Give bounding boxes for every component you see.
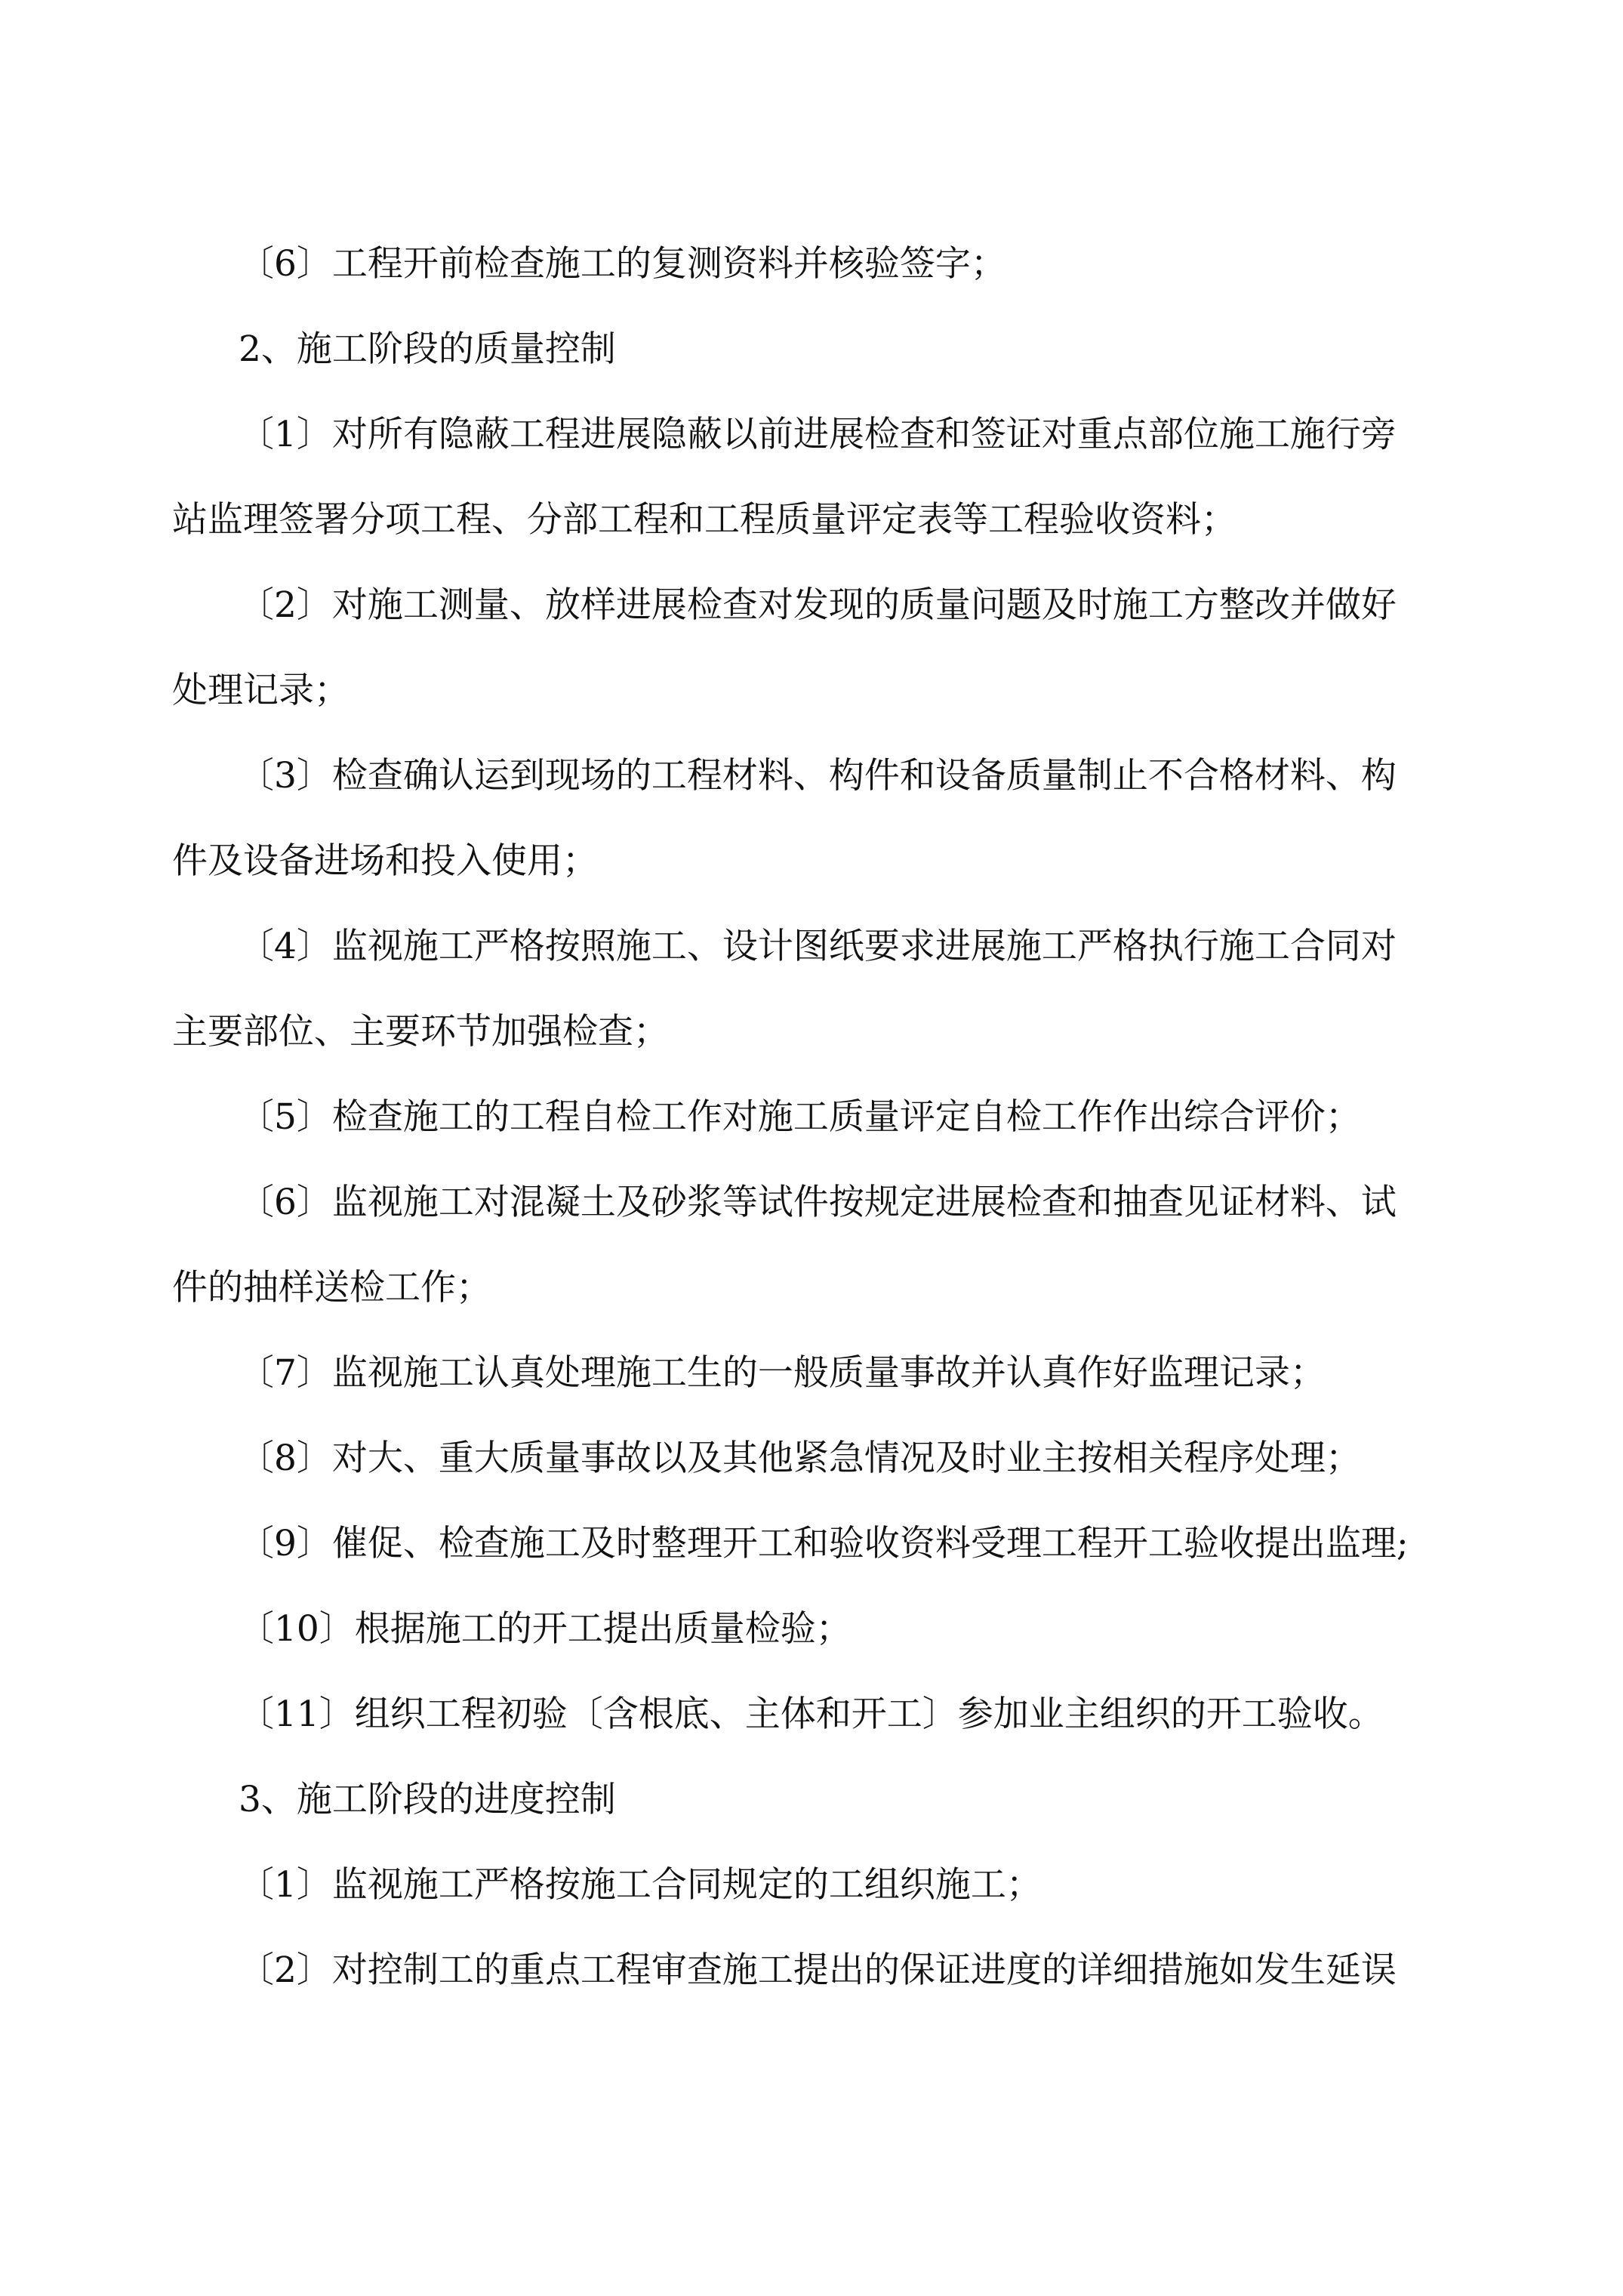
paragraph-line: 〔6〕工程开前检查施工的复测资料并核验签字； (239, 243, 1006, 285)
paragraph-line: 〔1〕监视施工严格按施工合同规定的工组织施工； (239, 1864, 1042, 1906)
paragraph-line: 〔5〕检查施工的工程自检工作对施工质量评定自检工作作出综合评价； (239, 1096, 1361, 1138)
paragraph-line: 〔2〕对施工测量、放样进展检查对发现的质量问题及时施工方整改并做好 (239, 584, 1397, 626)
paragraph-line: 处理记录； (172, 670, 350, 711)
paragraph-line: 〔8〕对大、重大质量事故以及其他紧急情况及时业主按相关程序处理； (239, 1438, 1361, 1479)
section-heading: 2、施工阶段的质量控制 (239, 328, 616, 370)
paragraph-line: 〔1〕对所有隐蔽工程进展隐蔽以前进展检查和签证对重点部位施工施行旁 (239, 414, 1397, 455)
paragraph-line: 件及设备进场和投入使用； (172, 840, 598, 882)
paragraph-line: 〔9〕催促、检查施工及时整理开工和验收资料受理工程开工验收提出监理; (239, 1523, 1409, 1564)
paragraph-line: 〔6〕监视施工对混凝土及砂浆等试件按规定进展检查和抽查见证材料、试 (239, 1182, 1397, 1223)
paragraph-line: 站监理签署分项工程、分部工程和工程质量评定表等工程验收资料； (172, 499, 1236, 541)
paragraph-line: 件的抽样送检工作； (172, 1267, 491, 1308)
paragraph-line: 〔10〕根据施工的开工提出质量检验； (239, 1608, 852, 1650)
paragraph-line: 〔11〕组织工程初验〔含根底、主体和开工〕参加业主组织的开工验收。 (239, 1693, 1384, 1735)
paragraph-line: 主要部位、主要环节加强检查； (172, 1011, 669, 1052)
paragraph-line: 〔2〕对控制工的重点工程审查施工提出的保证进度的详细措施如发生延误 (239, 1949, 1397, 1991)
paragraph-line: 〔7〕监视施工认真处理施工生的一般质量事故并认真作好监理记录； (239, 1352, 1326, 1394)
paragraph-line: 〔3〕检查确认运到现场的工程材料、构件和设备质量制止不合格材料、构 (239, 755, 1397, 797)
section-heading: 3、施工阶段的进度控制 (239, 1779, 616, 1820)
paragraph-line: 〔4〕监视施工严格按照施工、设计图纸要求进展施工严格执行施工合同对 (239, 926, 1397, 967)
